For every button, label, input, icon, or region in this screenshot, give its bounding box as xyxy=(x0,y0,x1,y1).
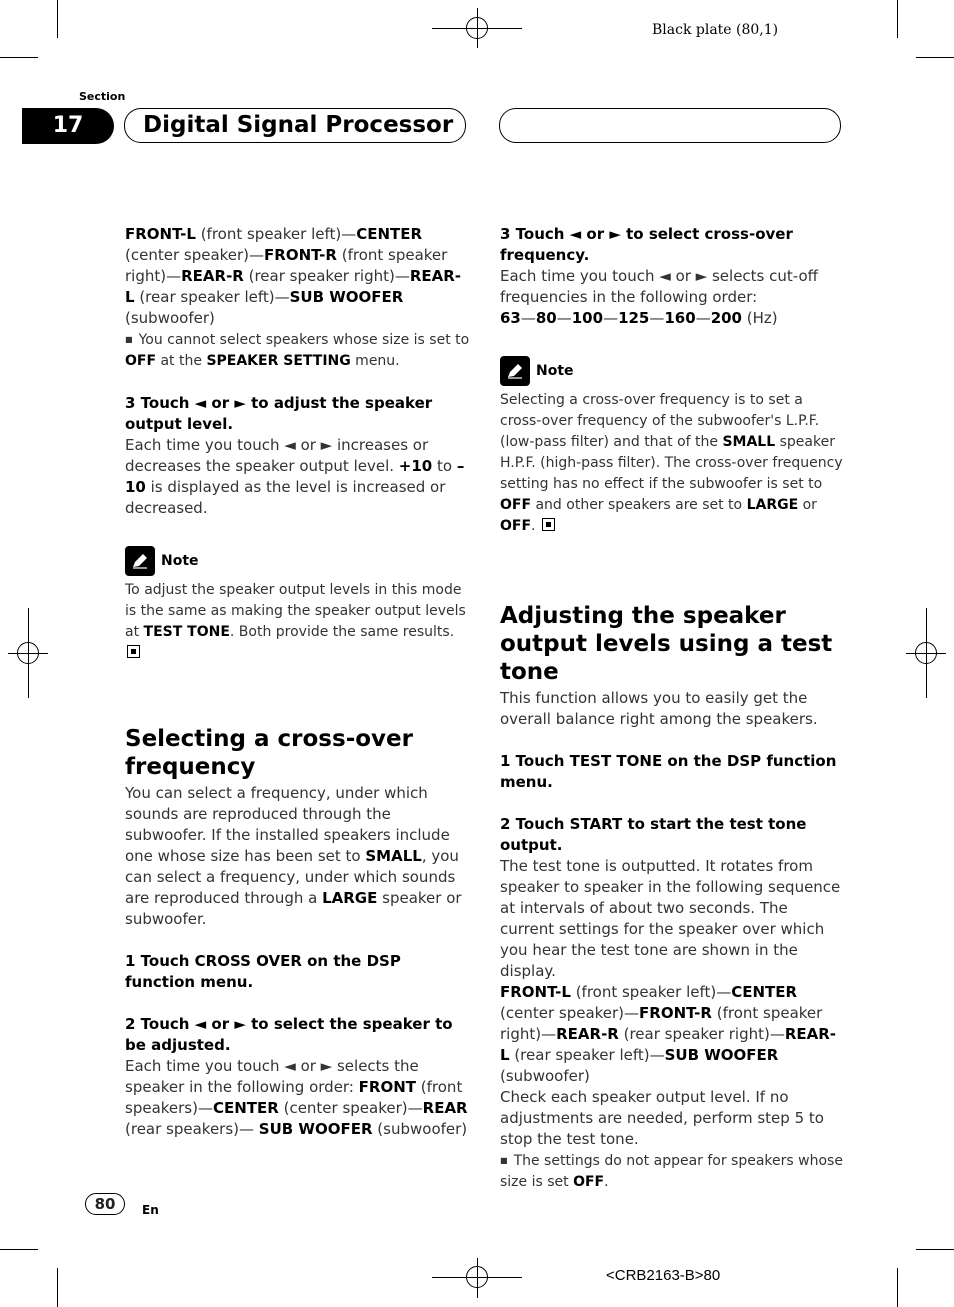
page-number: 80 xyxy=(85,1193,125,1215)
end-mark-icon xyxy=(542,518,555,531)
bold-term: OFF xyxy=(125,353,157,369)
end-mark-icon xyxy=(127,645,140,658)
bold-term: FRONT-R xyxy=(639,1004,712,1022)
crop-mark xyxy=(916,1249,954,1250)
note-pencil-icon xyxy=(500,356,530,386)
note-body: Selecting a cross-over frequency is to set a cross-over frequency of the subwoofer's L.P.F. (low-pass filter) and that of the SMALL speaker H.P.F. (high-pass filter). The cross-over frequency setting has no effect if the subwoofer is set to OFF and other speakers are set to LARGE or OFF. xyxy=(500,392,843,534)
bold-term: SUB WOOFER xyxy=(258,1120,373,1138)
crop-mark xyxy=(0,1249,38,1250)
document-code: <CRB2163-B>80 xyxy=(606,1267,721,1284)
note-header xyxy=(500,356,845,386)
step-1-title: 1 Touch TEST TONE on the DSP function menu. xyxy=(500,752,837,791)
step-3-body: Each time you touch ◄ or ► increases or decreases the speaker output level. +10 to –10 is displayed as the level is increased or decreased. xyxy=(125,436,465,517)
bold-term: FRONT-L xyxy=(500,983,571,1001)
language-label: En xyxy=(142,1203,159,1217)
bold-term: CENTER xyxy=(731,983,798,1001)
bold-term: OFF xyxy=(500,518,532,534)
note-body: To adjust the speaker output levels in this mode is the same as making the speaker output levels at TEST TONE. Both provide the same results. xyxy=(125,580,470,664)
bold-term: +10 xyxy=(398,457,433,475)
bold-term: CENTER xyxy=(356,225,423,243)
crop-mark xyxy=(897,0,898,38)
bold-term: 80 xyxy=(535,309,557,327)
bold-term: LARGE xyxy=(322,889,378,907)
plate-label: Black plate (80,1) xyxy=(652,22,779,38)
bullet-icon: ■ xyxy=(125,335,133,344)
bold-term: REAR-R xyxy=(181,267,244,285)
bold-term: SMALL xyxy=(722,434,776,450)
note-label: Note xyxy=(161,552,199,569)
crop-mark xyxy=(0,57,38,58)
step-3-title: 3 Touch ◄ or ► to adjust the speaker output level. xyxy=(125,394,433,433)
blank-header-box xyxy=(499,108,841,143)
step-1-title: 1 Touch CROSS OVER on the DSP function menu. xyxy=(125,952,401,991)
step-2-body: The test tone is outputted. It rotates from speaker to speaker in the following sequence at intervals of about two seconds. The current settings for the speaker over which you hear the test tone are shown in the display. xyxy=(500,857,841,980)
crop-mark xyxy=(57,1268,58,1307)
registration-mark xyxy=(17,642,39,664)
bold-term: LARGE xyxy=(746,497,799,513)
bullet-note: ■ You cannot select speakers whose size is set to OFF at the SPEAKER SETTING menu. xyxy=(125,332,470,369)
section-number: 17 xyxy=(22,108,114,144)
heading-body: You can select a frequency, under which sounds are reproduced through the subwoofer. If the installed speakers include one whose size has been set to SMALL, you can select a frequency, under which sounds are reproduced through a LARGE speaker or subwoofer. xyxy=(125,784,462,928)
bold-term: OFF xyxy=(573,1174,605,1190)
bold-term: –10 xyxy=(125,457,465,496)
step-2-title: 2 Touch START to start the test tone output. xyxy=(500,815,807,854)
bold-term: SMALL xyxy=(365,847,422,865)
section-label: Section xyxy=(79,90,126,103)
crop-mark xyxy=(897,1268,898,1307)
crop-mark xyxy=(57,0,58,38)
check-body: Check each speaker output level. If no adjustments are needed, perform step 5 to stop the test tone. xyxy=(500,1088,824,1148)
bold-term: REAR-R xyxy=(556,1025,619,1043)
registration-mark xyxy=(915,642,937,664)
registration-mark xyxy=(466,1266,488,1288)
step-2-title: 2 Touch ◄ or ► to select the speaker to be adjusted. xyxy=(125,1015,453,1054)
frequency-sequence: 63—80—100—125—160—200 (Hz) xyxy=(500,309,778,327)
bold-term: SUB WOOFER xyxy=(664,1046,779,1064)
step-3-title: 3 Touch ◄ or ► to select cross-over frequency. xyxy=(500,225,793,264)
bold-term: FRONT-L xyxy=(125,225,196,243)
bold-term: REAR-L xyxy=(500,1025,837,1064)
bold-term: FRONT-R xyxy=(264,246,337,264)
bold-term: SPEAKER SETTING xyxy=(206,353,351,369)
heading-body: This function allows you to easily get the overall balance right among the speakers. xyxy=(500,689,818,728)
bold-term: FRONT xyxy=(358,1078,417,1096)
bold-term: SUB WOOFER xyxy=(289,288,404,306)
step-3-body: Each time you touch ◄ or ► selects cut-off frequencies in the following order: xyxy=(500,267,818,306)
section-title: Digital Signal Processor xyxy=(143,112,454,138)
section-heading-test-tone: Adjusting the speaker output levels using a test tone xyxy=(500,603,833,685)
bullet-icon: ■ xyxy=(500,1156,508,1165)
bold-term: 200 xyxy=(710,309,742,327)
speaker-sequence: FRONT-L (front speaker left)—CENTER (center speaker)—FRONT-R (front speaker right)—REAR-R (rear speaker right)—REAR-L (rear speaker left)—SUB WOOFER (subwoofer) xyxy=(125,225,462,327)
bold-term: REAR xyxy=(422,1099,468,1117)
bold-term: 125 xyxy=(618,309,650,327)
registration-mark xyxy=(466,17,488,39)
speaker-sequence: FRONT-L (front speaker left)—CENTER (center speaker)—FRONT-R (front speaker right)—REAR-R (rear speaker right)—REAR-L (rear speaker left)—SUB WOOFER (subwoofer) xyxy=(500,983,837,1085)
section-title-box xyxy=(124,108,466,143)
note-label: Note xyxy=(536,362,574,379)
bullet-note: ■ The settings do not appear for speakers whose size is set OFF. xyxy=(500,1153,843,1190)
note-pencil-icon xyxy=(125,546,155,576)
crop-mark xyxy=(916,57,954,58)
bold-term: CENTER xyxy=(212,1099,279,1117)
bold-term: 100 xyxy=(571,309,604,327)
bold-term: TEST TONE xyxy=(143,624,230,640)
bold-term: 160 xyxy=(664,309,696,327)
right-column xyxy=(500,224,845,1193)
bold-term: REAR-L xyxy=(125,267,462,306)
bold-term: 63 xyxy=(500,309,521,327)
note-header xyxy=(125,546,470,576)
left-column xyxy=(125,224,470,1140)
bold-term: OFF xyxy=(500,497,532,513)
step-2-body: Each time you touch ◄ or ► selects the speaker in the following order: FRONT (front speakers)—CENTER (center speaker)—REAR (rear speakers)— SUB WOOFER (subwoofer) xyxy=(125,1057,468,1138)
section-heading-crossover: Selecting a cross-over frequency xyxy=(125,726,413,780)
